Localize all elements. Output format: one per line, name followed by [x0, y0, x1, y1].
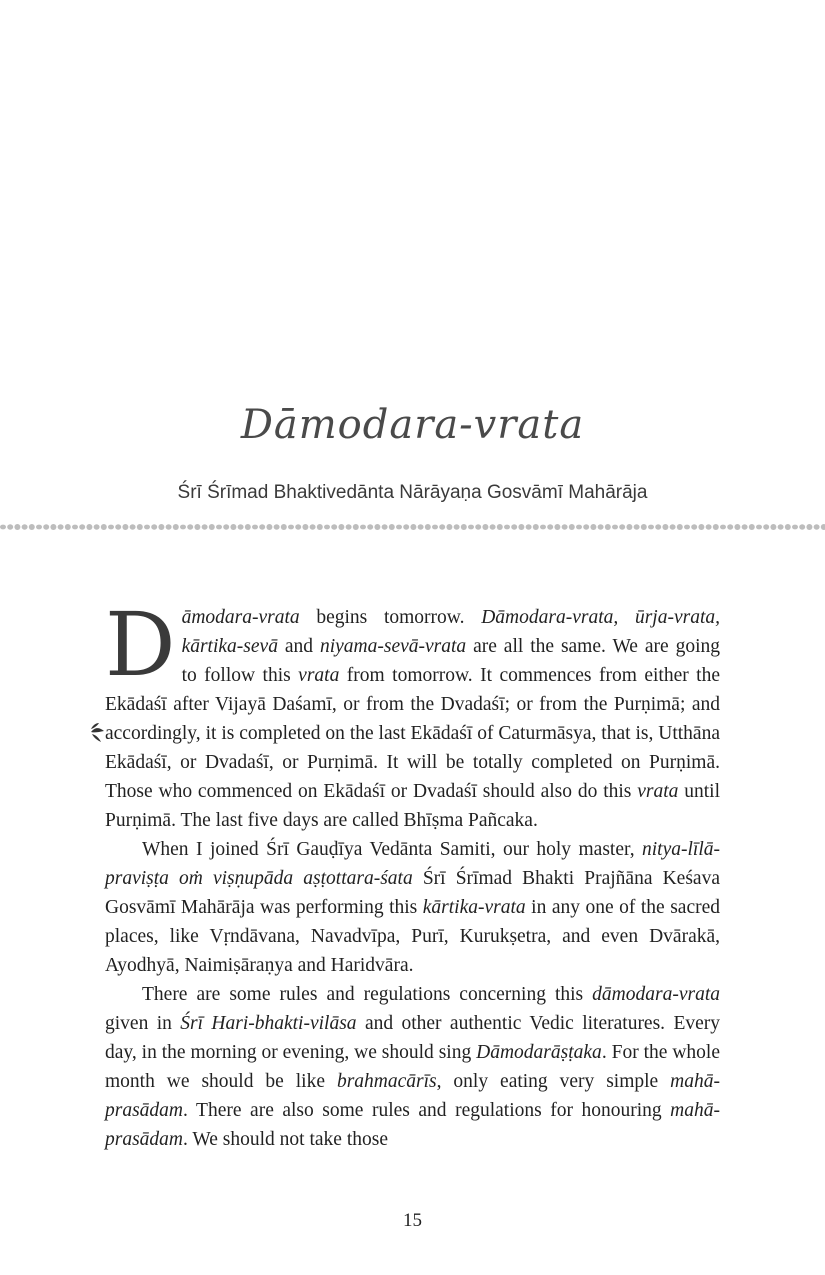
drop-cap: D — [105, 609, 176, 689]
bead-divider — [0, 520, 825, 534]
chapter-author: Śrī Śrīmad Bhaktivedānta Nārāyaṇa Gosvāmī Mahārāja — [177, 482, 648, 503]
paragraph-1: Dāmodara-vrata begins tomorrow. Dāmodara-vrata, ūrja-vrata, kārtika-sevā and niyama-sevā-vrata are all the same. We are going to follow this vrata from tomorrow. It commences from either the Ekādaśī after Vijayā Daśamī, or from the Dvadaśī; or from the Purṇimā; and accordingly, it is completed on the last Ekādaśī of Caturmāsya, that is, Utthāna Ekādaśī, or Dvadaśī, or Purṇimā. It will be totally completed on Purṇimā. Those who commenced on Ekādaśī or Dvadaśī should also do this vrata until Purṇimā. The last five days are called Bhīṣma Pañcaka. — [105, 603, 720, 835]
paragraph-3: There are some rules and regulations concerning this dāmodara-vrata given in Śrī Hari-bhakti-vilāsa and other authentic Vedic literatures. Every day, in the morning or evening, we should sing Dāmodarāṣṭaka. For the whole month we should be like brahmacārīs, only eating very simple mahā-prasādam. There are also some rules and regulations for honouring mahā-prasādam. We should not take those — [105, 984, 720, 1150]
page-number: 15 — [403, 1210, 422, 1231]
paragraph-2: When I joined Śrī Gauḍīya Vedānta Samiti, our holy master, nitya-līlā-praviṣṭa oṁ viṣṇupāda aṣṭottara-śata Śrī Śrīmad Bhakti Prajñāna Keśava Gosvāmī Mahārāja was performing this kārtika-vrata in any one of the sacred places, like Vṛndāvana, Navadvīpa, Purī, Kurukṣetra, and even Dvārakā, Ayodhyā, Naimiṣāraṇya and Haridvāra. — [105, 839, 720, 976]
chapter-title: Dāmodara-vrata — [240, 402, 585, 448]
body-text — [105, 593, 720, 1154]
